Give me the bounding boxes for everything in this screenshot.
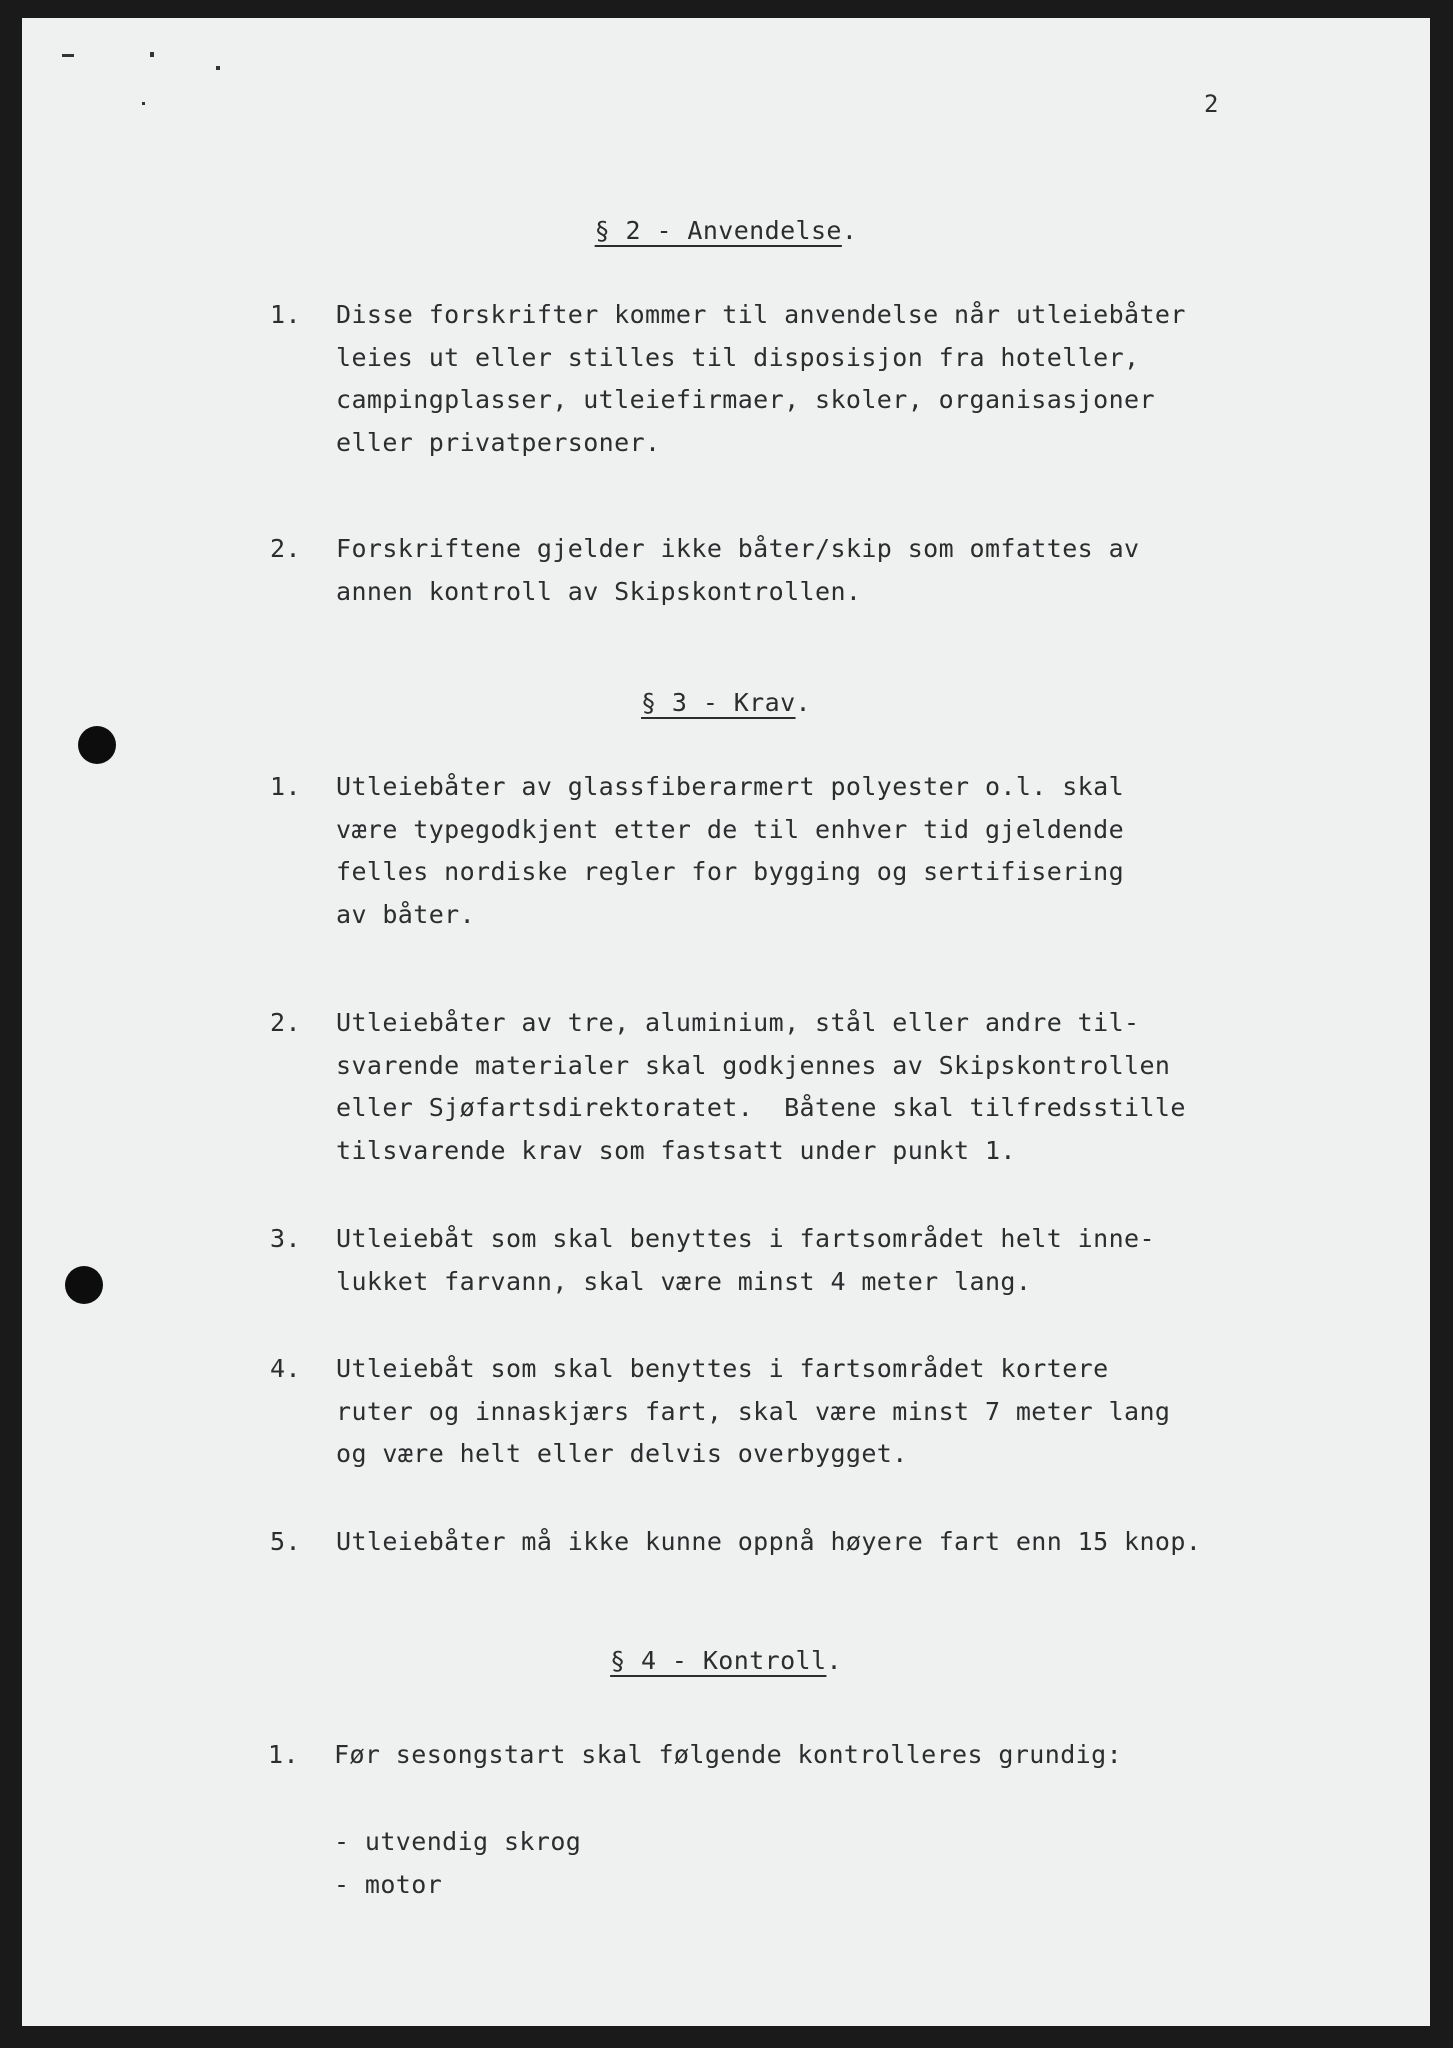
text-line: være typegodkjent etter de til enhver tid gjeldende	[336, 814, 1125, 844]
text-line: Forskriftene gjelder ikke båter/skip som omfattes av	[336, 534, 1140, 563]
section-heading-text: § 2 - Anvendelse	[594, 216, 842, 245]
text-line: Utleiebåt som skal benyttes i fartsområdet kortere	[336, 1354, 1109, 1383]
item-number: 2.	[270, 534, 301, 563]
section-heading-text: § 3 - Krav	[641, 688, 796, 717]
item-number: 4.	[270, 1354, 301, 1383]
text-line: Utleiebåter av glassfiberarmert polyester o.l. skal	[336, 772, 1125, 801]
item-text	[336, 1218, 1155, 1303]
text-line: leies ut eller stilles til disposisjon fra hoteller,	[336, 342, 1140, 372]
text-line: eller Sjøfartsdirektoratet. Båtene skal tilfredsstille	[336, 1093, 1186, 1122]
item-number: 3.	[270, 1224, 301, 1253]
item-number: 5.	[270, 1527, 301, 1556]
item-text	[336, 528, 1139, 613]
item-number: 1.	[270, 772, 301, 801]
text-line: av båter.	[336, 899, 476, 929]
item-text	[336, 294, 1186, 464]
item-text	[336, 1348, 1170, 1476]
item-number: 1.	[268, 1740, 299, 1769]
text-line: annen kontroll av Skipskontrollen.	[336, 576, 862, 606]
item-number: 2.	[270, 1008, 301, 1037]
text-line: felles nordiske regler for bygging og sertifisering	[336, 857, 1125, 886]
text-line: eller privatpersoner.	[336, 427, 661, 457]
text-line: svarende materialer skal godkjennes av Skipskontrollen	[336, 1050, 1171, 1080]
item-text	[336, 1002, 1186, 1172]
item-text	[336, 766, 1124, 936]
text-line: ruter og innaskjærs fart, skal være minst 7 meter lang	[336, 1396, 1171, 1426]
text-line: Disse forskrifter kommer til anvendelse når utleiebåter	[336, 300, 1186, 329]
text-line: Utleiebåt som skal benyttes i fartsområdet helt inne-	[336, 1224, 1155, 1253]
text-line: campingplasser, utleiefirmaer, skoler, organisasjoner	[336, 385, 1155, 414]
text-line: tilsvarende krav som fastsatt under punkt 1.	[336, 1135, 1016, 1165]
section-heading: § 2 - Anvendelse.	[594, 216, 858, 245]
scan-speck	[62, 54, 74, 57]
text-line: Før sesongstart skal følgende kontrolleres grundig:	[334, 1740, 1123, 1769]
page-number: 2	[1204, 90, 1219, 118]
punch-hole	[78, 726, 116, 764]
item-text	[334, 1734, 1122, 1777]
section-heading-text: § 4 - Kontroll	[610, 1646, 827, 1675]
section-heading: § 3 - Krav.	[641, 688, 811, 717]
text-line: og være helt eller delvis overbygget.	[336, 1439, 908, 1468]
checklist-item: - utvendig skrog	[334, 1827, 582, 1856]
document-page	[22, 18, 1430, 2026]
text-line: Utleiebåter må ikke kunne oppnå høyere fart enn 15 knop.	[336, 1527, 1202, 1556]
section-heading: § 4 - Kontroll.	[610, 1646, 842, 1675]
scan-speck	[142, 102, 145, 105]
punch-hole	[65, 1266, 103, 1304]
item-text	[336, 1521, 1201, 1564]
text-line: lukket farvann, skal være minst 4 meter lang.	[336, 1266, 1032, 1296]
scan-speck	[216, 66, 220, 70]
checklist-item: - motor	[334, 1870, 443, 1899]
text-line: Utleiebåter av tre, aluminium, stål eller andre til-	[336, 1008, 1140, 1037]
item-number: 1.	[270, 300, 301, 329]
scan-speck	[150, 52, 154, 57]
